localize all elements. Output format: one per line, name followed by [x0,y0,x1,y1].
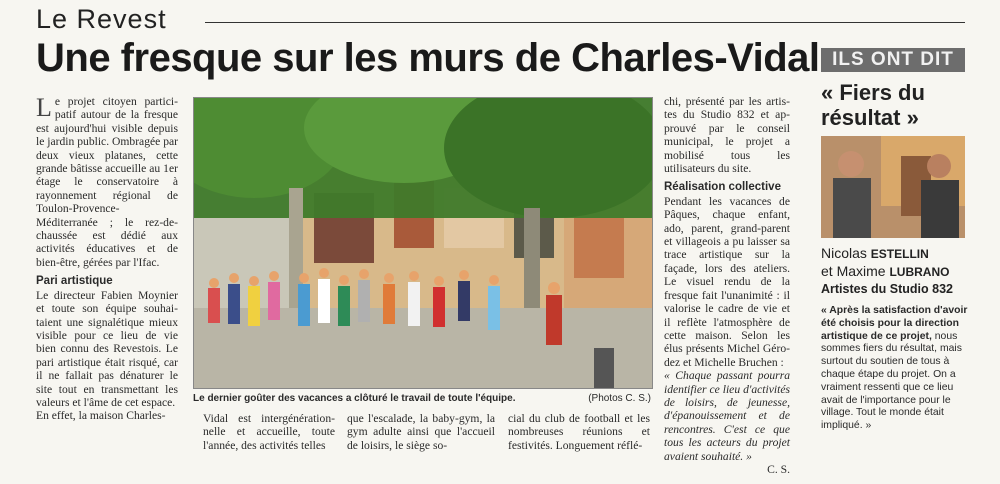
article-column-2b [347,412,495,452]
article-column-3 [664,95,790,476]
paragraph-col2c: cial du club de football et les nombreuses réunions et festivités. Longuement réflé- [508,412,650,452]
caption-text: Le dernier goûter des vacances a clôturé le travail de toute l'équipe. [193,393,516,404]
paragraph-col2a: Vidal est intergénérationnelle et accueille, toute l'année, des activités telles [203,412,335,452]
name1-first: Nicolas [821,245,867,261]
section-kicker: Le Revest [36,4,167,34]
main-photo [193,97,653,389]
paragraph-realisation: Pendant les vacances de Pâques, chaque enfant, ado, parent, grand-parent et villageois a pu laisser sa trace artistique sur la façade, lors des ateliers. Le visuel rendu de la fresque fait l'unanimité : il valorise le cadre de vie et il reflète l'atmosphère de cette maison. Selon les élus présents Michel Gérodez et Michelle Bruchen : [664,194,790,369]
paragraph-col2b: que l'escalade, la baby-gym, la gym adulte ainsi que l'accueil de loisirs, le siège so- [347,412,495,452]
paragraph-maison: En effet, la maison Charles- [36,409,166,423]
artists-role: Artistes du Studio 832 [821,282,953,296]
author-signature: C. S. [767,462,790,476]
drop-cap: L [36,93,52,122]
artists-names [821,245,971,298]
sidebar-banner: ILS ONT DIT [821,48,965,72]
artists-illustration [821,136,965,238]
subheading-pari-artistique: Pari artistique [36,275,113,288]
article-column-2c [508,412,650,452]
artists-quote-rest: nous sommes fiers du résultat, mais surtout du soutien de tous à chaque étape du projet. On a vraiment ressenti que ce lieu avait de l'importance pour le village. Tout le monde était impliqué. » [821,330,962,432]
subheading-realisation: Réalisation collective [664,181,781,194]
intro-paragraph: e projet citoyen participatif autour de la fresque est aujourd'hui visible depuis le jardin public. Ombragée par deux vieux platanes, cette grande bâtisse accueille au 1er étage le conservatoire à rayonnement régional de Toulon-Provence-Méditerranée ; le rez-de-chaussée est dédié aux activités éducatives et de bien-être, gérées par l'Ifac. [36,95,178,269]
artists-quote-bold: « Après la satisfaction d'avoir été choisis pour la direction artistique de ce projet, [821,305,968,342]
name2-last: LUBRANO [889,265,950,279]
sidebar-quote-title: « Fiers du résultat » [821,80,925,130]
article-headline: Une fresque sur les murs de Charles-Vidal [36,36,820,80]
name2-first: et Maxime [821,263,886,279]
paragraph-studio: chi, présenté par les artistes du Studio 832 et approuvé par le conseil municipal, le projet a mobilisé tous les utilisateurs du site. [664,95,790,176]
photo-caption [193,393,651,404]
group-photo-illustration [194,98,652,388]
article-column-1 [36,95,178,423]
name1-last: ESTELLIN [870,247,929,261]
photo-credit: (Photos C. S.) [588,393,651,404]
artists-quote [821,305,969,433]
elected-quote: « Chaque passant pourra identifier ce lieu d'activités de loisirs, de jeunesse, d'épanouissement et de rencontres. C'est ce que tous les acteurs du projet avaient souhaité. » [664,369,790,463]
kicker-rule [205,22,965,23]
artists-photo [821,136,965,238]
article-column-2a [203,412,335,452]
paragraph-pari: Le directeur Fabien Moynier et toute son équipe souhaitaient une signalétique mieux visible pour ce lieu de vie bien connu des Revestois. Le pari artistique était risqué, car il ne fallait pas dénaturer le site tout en transmettant les valeurs et l'âme de cet espace. [36,288,178,409]
